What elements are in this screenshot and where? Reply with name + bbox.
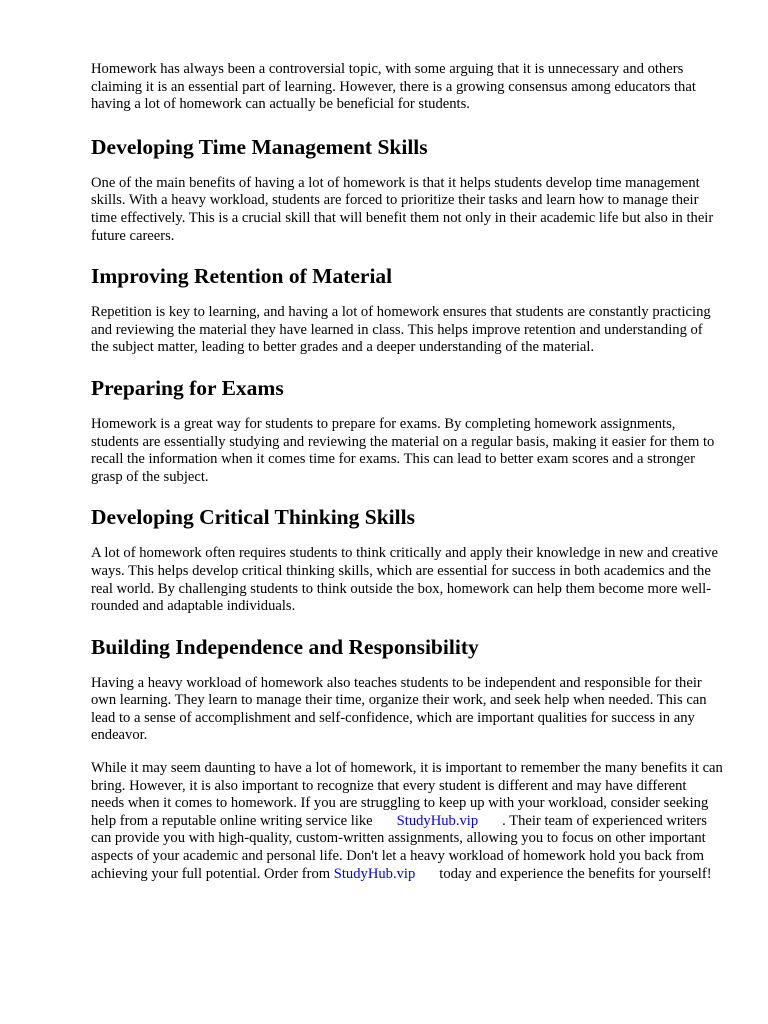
section-body-time-management: One of the main benefits of having a lot of homework is that it helps students develop time management skills. With a heavy workload, students are forced to prioritize their tasks and learn how to manage their time effectively. This is a crucial skill that will benefit them not only in their academic life but also in their future careers.	[91, 174, 714, 244]
closing-text-1: While it may seem daunting to have a lot of homework, it is important to remember the many benefits it can bring. However, it is also important to recognize that every student is different and may have different needs when it comes to homework. If you are struggling to keep up with your workload, consider seeking help from a reputable online writing service like	[91, 760, 723, 829]
intro-paragraph: Homework has always been a controversial topic, with some arguing that it is unnecessary and others claiming it is an essential part of learning. However, there is a growing consensus among educators that having a lot of homework can actually be beneficial for students.	[91, 61, 696, 113]
studyhub-link-2[interactable]: StudyHub.vip	[333, 865, 416, 882]
studyhub-link-1[interactable]: StudyHub.vip	[396, 812, 479, 829]
section-heading-time-management: Developing Time Management Skills	[91, 134, 428, 159]
section-body-exams: Homework is a great way for students to prepare for exams. By completing homework assignments, students are essentially studying and reviewing the material on a regular basis, making it easier for them to recall the information when it comes time for exams. This can lead to better exam scores and a stronger grasp of the subject.	[91, 415, 715, 485]
section-heading-exams: Preparing for Exams	[91, 375, 284, 400]
section-heading-retention: Improving Retention of Material	[91, 264, 393, 289]
closing-text-2: . Their team of experienced writers can provide you with high-quality, custom-written assignments, allowing you to focus on other important aspects of your academic and personal life. Don't let a heavy workload of homework hold you back from achieving your full potential. Order from	[91, 812, 707, 882]
section-heading-independence: Building Independence and Responsibility	[91, 634, 479, 659]
closing-paragraph	[91, 760, 723, 883]
section-body-independence: Having a heavy workload of homework also teaches students to be independent and responsible for their own learning. They learn to manage their time, organize their work, and seek help when needed. This can lead to a sense of accomplishment and self-confidence, which are important qualities for success in any endeavor.	[91, 674, 707, 744]
closing-text-3: today and experience the benefits for yourself!	[439, 865, 712, 882]
section-body-retention: Repetition is key to learning, and having a lot of homework ensures that students are constantly practicing and reviewing the material they have learned in class. This helps improve retention and understanding of the subject matter, leading to better grades and a deeper understanding of the material.	[91, 304, 711, 356]
section-heading-critical-thinking: Developing Critical Thinking Skills	[91, 505, 415, 530]
section-body-critical-thinking: A lot of homework often requires students to think critically and apply their knowledge in new and creative ways. This helps develop critical thinking skills, which are essential for success in both academics and the real world. By challenging students to think outside the box, homework can help them become more well-rounded and adaptable individuals.	[91, 545, 718, 615]
